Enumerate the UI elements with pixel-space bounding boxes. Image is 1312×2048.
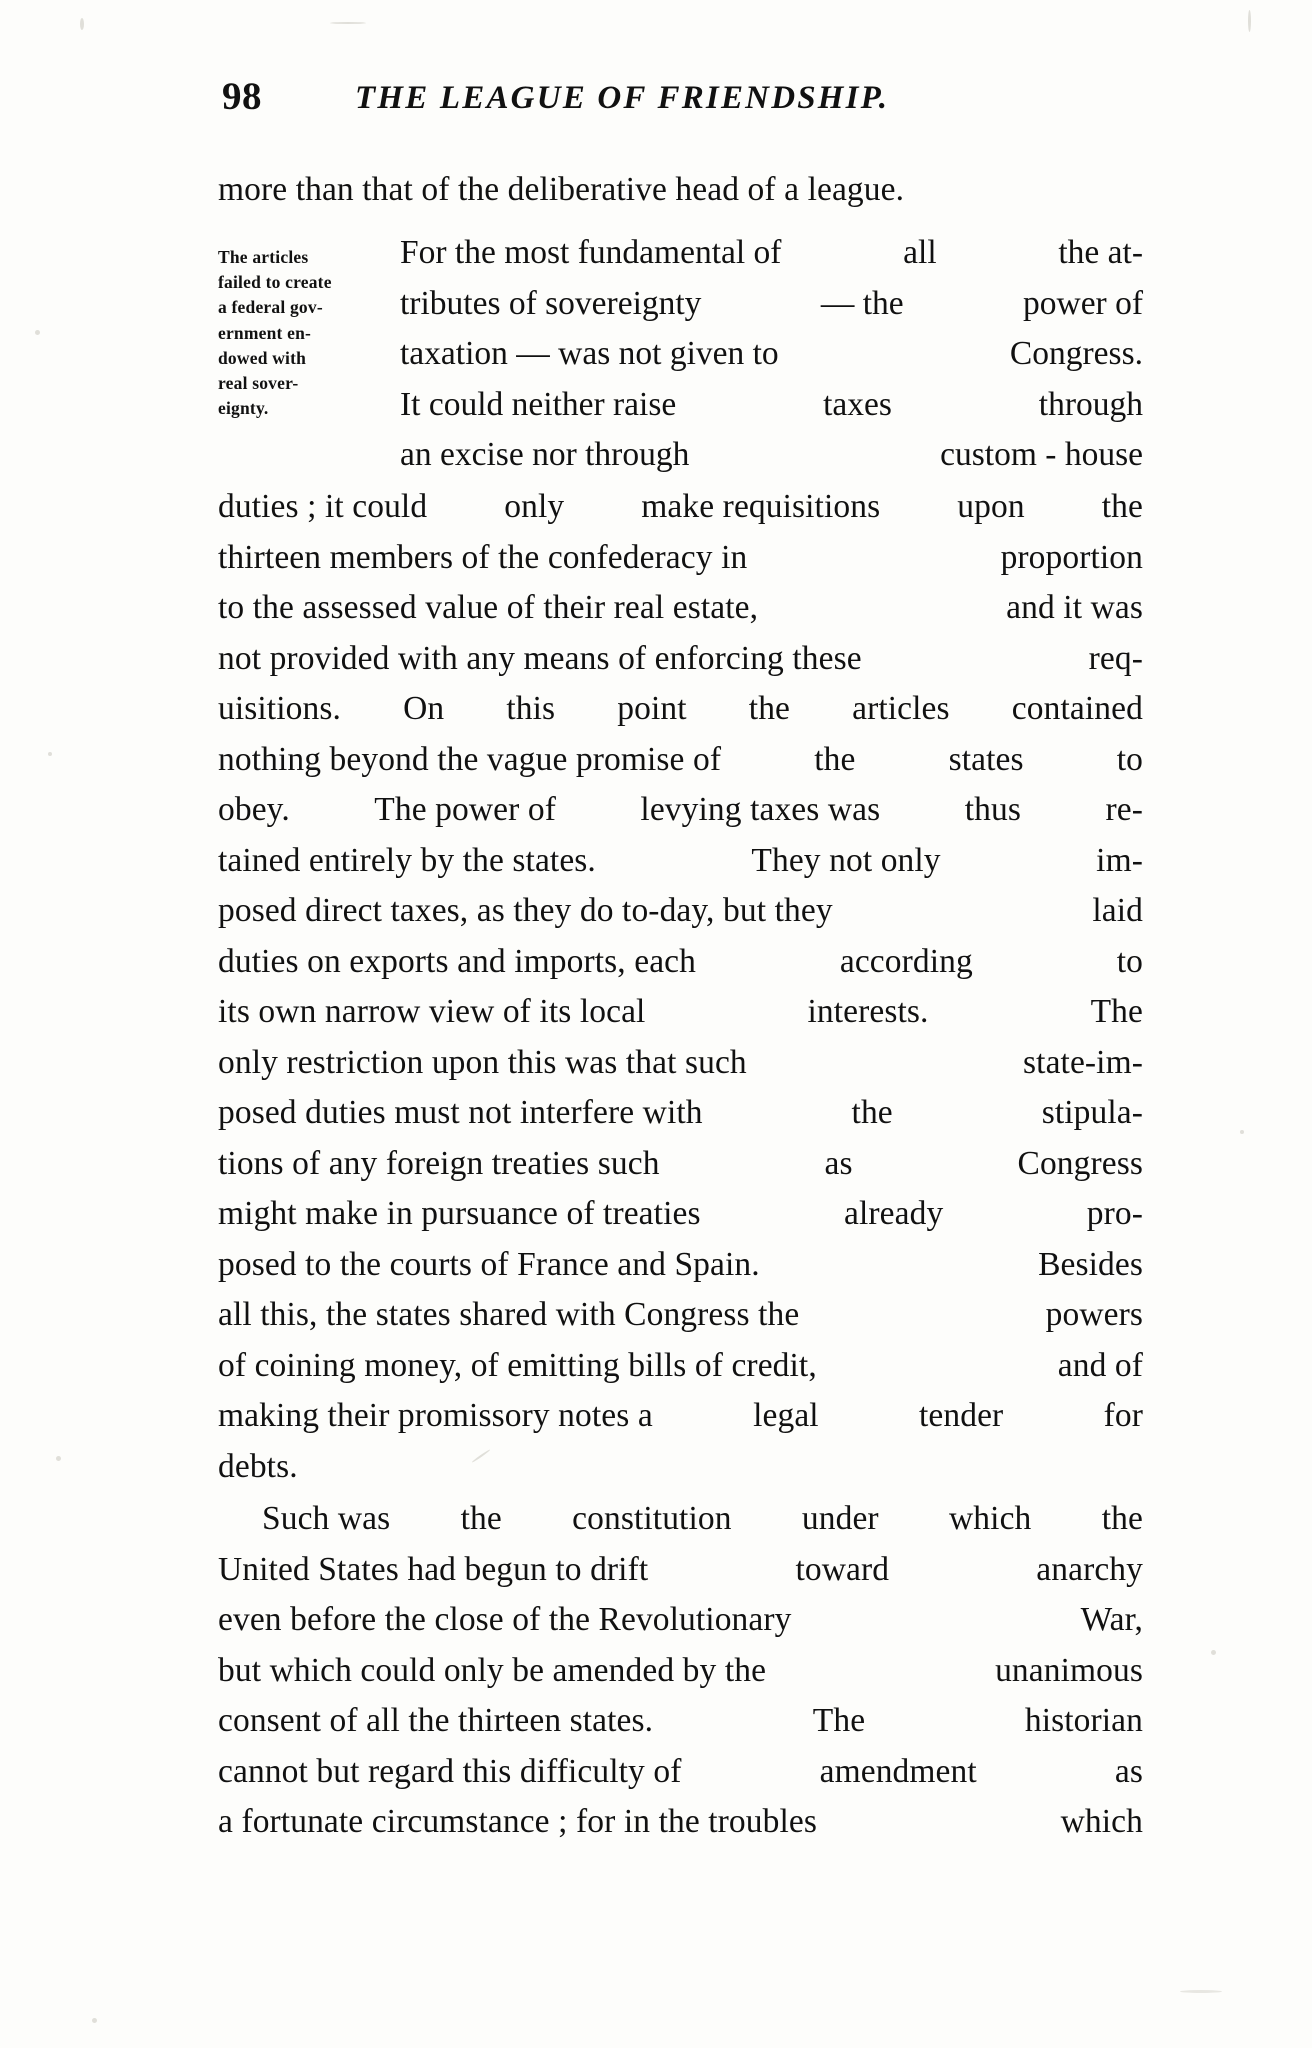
paper-speck (80, 18, 84, 30)
paper-speck (330, 22, 366, 24)
marginal-note-line: dowed with (218, 347, 307, 368)
text-line: duties ; it could only make requisitions upon the (218, 488, 1143, 525)
text-line: debts. (218, 1447, 298, 1485)
text-line: United States had begun to drift toward anarchy (218, 1550, 1143, 1588)
text-line: making their promissory notes a legal tender for (218, 1397, 1143, 1434)
body-main-block (218, 482, 1143, 1492)
text-line: an excise nor through custom - house (400, 436, 1143, 473)
paper-speck (48, 752, 52, 756)
text-line: might make in pursuance of treaties already pro- (218, 1195, 1143, 1232)
marginal-note-line: failed to create (218, 272, 332, 293)
paper-speck (1248, 10, 1251, 32)
text-line: not provided with any means of enforcing these req- (218, 639, 1143, 677)
marginal-note-line: a federal gov- (218, 297, 323, 318)
text-line: to the assessed value of their real estate, and it was (218, 589, 1143, 626)
text-line: tributes of sovereignty — the power of (400, 284, 1143, 322)
paper-speck (92, 2018, 97, 2023)
marginal-note-line: The articles (218, 247, 309, 267)
paper-speck (35, 330, 40, 335)
text-line: only restriction upon this was that such state-im- (218, 1043, 1143, 1081)
text-line: tions of any foreign treaties such as Congress (218, 1144, 1143, 1182)
text-line: duties on exports and imports, each according to (218, 942, 1143, 980)
marginal-note (218, 245, 368, 421)
text-line: posed direct taxes, as they do to-day, but they laid (218, 892, 1143, 929)
paper-speck (1180, 1990, 1222, 1993)
body-indented-block (400, 228, 1143, 481)
text-line: consent of all the thirteen states. The historian (218, 1702, 1143, 1739)
text-line: posed duties must not interfere with the stipula- (218, 1094, 1143, 1131)
text-line: cannot but regard this difficulty of amendment as (218, 1752, 1143, 1790)
marginal-note-line: eignty. (218, 398, 269, 419)
page-number: 98 (222, 75, 262, 118)
text-line: more than that of the deliberative head of a league. (218, 171, 905, 208)
text-line: all this, the states shared with Congress the powers (218, 1296, 1143, 1333)
paper-speck (1211, 1650, 1216, 1655)
text-line: thirteen members of the confederacy in proportion (218, 538, 1143, 576)
body-first-line (218, 165, 1143, 216)
text-line: Such was the constitution under which the (262, 1500, 1143, 1537)
text-line: taxation — was not given to Congress. (400, 335, 1143, 372)
paper-speck (1240, 1130, 1244, 1134)
text-line: posed to the courts of France and Spain. Besides (218, 1245, 1143, 1283)
text-line: uisitions. On this point the articles contained (218, 690, 1143, 727)
text-line: of coining money, of emitting bills of credit, and of (218, 1346, 1143, 1384)
text-line: For the most fundamental of all the at- (400, 234, 1143, 271)
text-line: even before the close of the Revolutionary War, (218, 1601, 1143, 1638)
text-line: nothing beyond the vague promise of the states to (218, 740, 1143, 778)
text-line: but which could only be amended by the unanimous (218, 1651, 1143, 1689)
body-last-paragraph (218, 1494, 1143, 1848)
marginal-note-line: ernment en- (218, 322, 312, 343)
marginal-note-line: real sover- (218, 373, 299, 394)
text-line: obey. The power of levying taxes was thus re- (218, 791, 1143, 828)
text-line: It could neither raise taxes through (400, 385, 1143, 423)
running-head: THE LEAGUE OF FRIENDSHIP. (355, 80, 890, 116)
paper-speck (56, 1456, 61, 1461)
text-line: a fortunate circumstance ; for in the troubles which (218, 1803, 1143, 1840)
text-line: its own narrow view of its local interests. The (218, 993, 1143, 1030)
text-line: tained entirely by the states. They not only im- (218, 841, 1143, 879)
